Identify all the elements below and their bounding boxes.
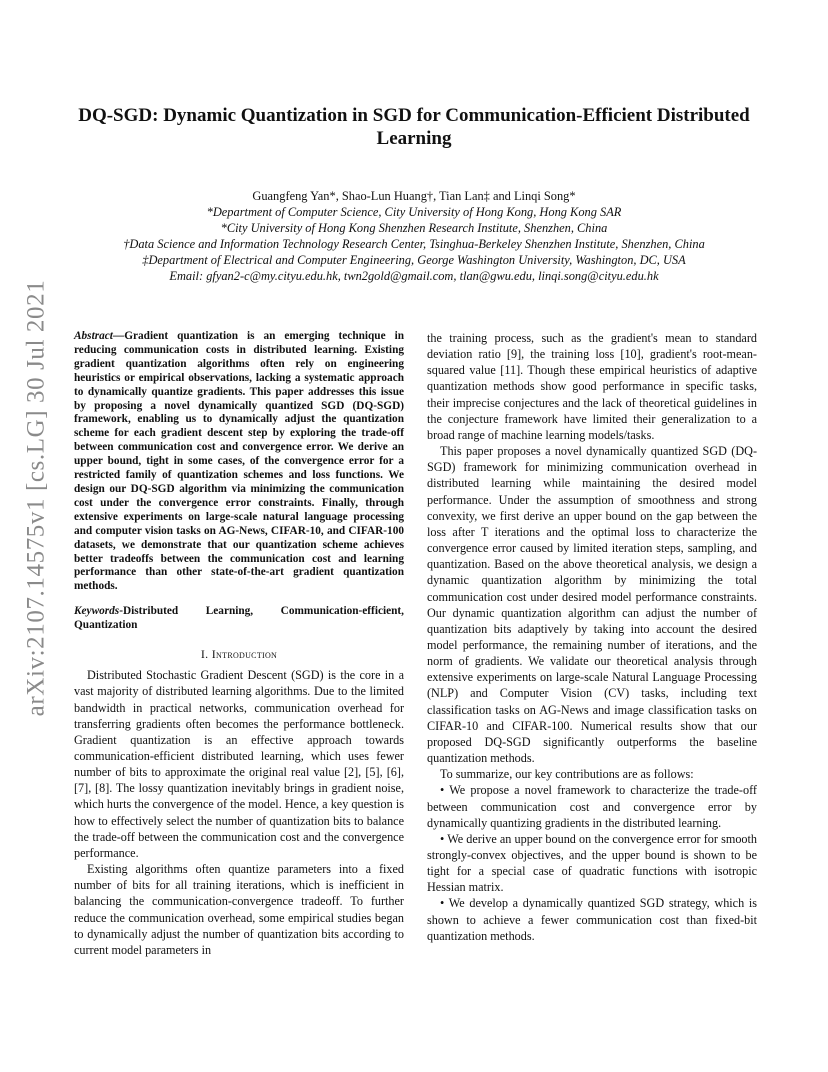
intro-paragraph-1: Distributed Stochastic Gradient Descent (SGD) is the core in a vast majority of distributed learning algorithms. Due to the limited bandwidth in practical networks, communication overhead for transferring gradients often becomes the performance bottleneck. Gradient quantization is an effective approach towards communication-efficient distributed learning, which uses fewer number of bits to approximate the original real value [2], [5], [6], [7], [8]. The lossy quantization inevitably brings in gradient noise, which hurts the convergence of the model. Hence, a key question is how to effectively select the number of quantization bits to balance the trade-off between the communication cost and the convergence performance. [74,668,404,860]
author-names: Guangfeng Yan*, Shao-Lun Huang†, Tian Lan‡ and Linqi Song* [252,189,576,203]
email-line: Email: gfyan2-c@my.cityu.edu.hk, twn2gold@gmail.com, tlan@gwu.edu, linqi.song@cityu.edu.hk [169,269,659,283]
right-column [427,330,757,944]
keywords-text: -Distributed Learning, Communication-efficient, Quantization [74,605,404,632]
abstract [74,330,404,594]
affiliation-2: *City University of Hong Kong Shenzhen Research Institute, Shenzhen, China [220,221,608,235]
keywords [74,605,404,633]
contribution-bullet-2: • We derive an upper bound on the convergence error for smooth strongly-convex objectives, and the upper bound is shown to be tight for a special case of quadratic functions with isotropic Hessian matrix. [427,831,757,895]
arxiv-stamp-text: arXiv:2107.14575v1 [cs.LG] 30 Jul 2021 [22,279,49,717]
arxiv-stamp [22,279,50,717]
section-heading-introduction: I. Introduction [200,647,278,662]
affiliation-3: †Data Science and Information Technology Research Center, Tsinghua-Berkeley Shenzhen Institute, Shenzhen, China [123,237,705,251]
author-block [60,188,768,284]
keywords-label: Keywords [74,605,120,618]
contributions-intro: To summarize, our key contributions are as follows: [440,767,694,782]
abstract-label: Abstract [74,330,113,342]
intro-paragraph-2: Existing algorithms often quantize parameters into a fixed number of bits for all training iterations, which is inefficient in balancing the communication-convergence tradeoff. To further reduce the communication overhead, some empirical studies began to dynamically adjust the number of quantization bits according to current model parameters in [74,862,404,957]
left-column [74,330,404,958]
contribution-bullet-3: • We develop a dynamically quantized SGD strategy, which is shown to achieve a fewer communication cost than fixed-bit quantization methods. [427,896,757,943]
right-paragraph-2: This paper proposes a novel dynamically quantized SGD (DQ-SGD) framework for minimizing communication overhead in distributed learning while maintaining the desired model performance. Under the assumption of smoothness and strong convexity, we first derive an upper bound on the gap between the loss after T iterations and the optimal loss to characterize the convergence error caused by limited iteration steps, sampling, and quantization. Based on the above theoretical analysis, we design a dynamic quantization algorithm by minimizing the total communication cost under desired model performance constraints. Our dynamic quantization algorithm can adjust the number of quantization bits adaptively by taking into account the desired model performance, the remaining number of iterations, and the norm of gradients. We validate our theoretical analysis through extensive experiments on large-scale Natural Language Processing (NLP) and Computer Vision (CV) tasks, including text classification tasks on AG-News and image classification tasks on CIFAR-10 and CIFAR-100. Numerical results show that our proposed DQ-SGD significantly outperforms the baseline quantization methods. [427,444,757,766]
paper-title: DQ-SGD: Dynamic Quantization in SGD for Communication-Efficient Distributed Learning [78,105,750,149]
affiliation-1: *Department of Computer Science, City University of Hong Kong, Hong Kong SAR [206,205,622,219]
contribution-bullet-1: • We propose a novel framework to characterize the trade-off between communication cost and convergence error by dynamically quantizing gradients in the distributed learning. [427,783,757,830]
abstract-text: —Gradient quantization is an emerging technique in reducing communication costs in distributed learning. Existing gradient quantization algorithms often rely on engineering heuristics or empirical observations, lacking a systematic approach to dynamically quantize gradients. This paper addresses this issue by proposing a novel dynamically quantized SGD (DQ-SGD) framework, enabling us to dynamically adjust the quantization scheme for each gradient descent step by exploring the trade-off between communication cost and convergence error. We derive an upper bound, tight in some cases, of the convergence error for a restricted family of quantization schemes and loss functions. We design our DQ-SGD algorithm via minimizing the communication cost under the convergence error constraints. Finally, through extensive experiments on large-scale natural language processing and computer vision tasks on AG-News, CIFAR-10, and CIFAR-100 datasets, we demonstrate that our quantization scheme achieves better tradeoffs between the communication cost and learning performance than other state-of-the-art gradient quantization methods. [74,330,404,593]
affiliation-4: ‡Department of Electrical and Computer Engineering, George Washington University, Washington, DC, USA [142,253,686,267]
right-paragraph-1: the training process, such as the gradient's mean to standard deviation ratio [9], the training loss [10], gradient's root-mean-squared value [11]. Though these empirical heuristics of adaptive quantization methods show good performance in specific tasks, their imprecise conjectures and the lack of theoretical guidelines in the conjecture framework have limited their generalization to a broad range of machine learning models/tasks. [427,331,757,442]
